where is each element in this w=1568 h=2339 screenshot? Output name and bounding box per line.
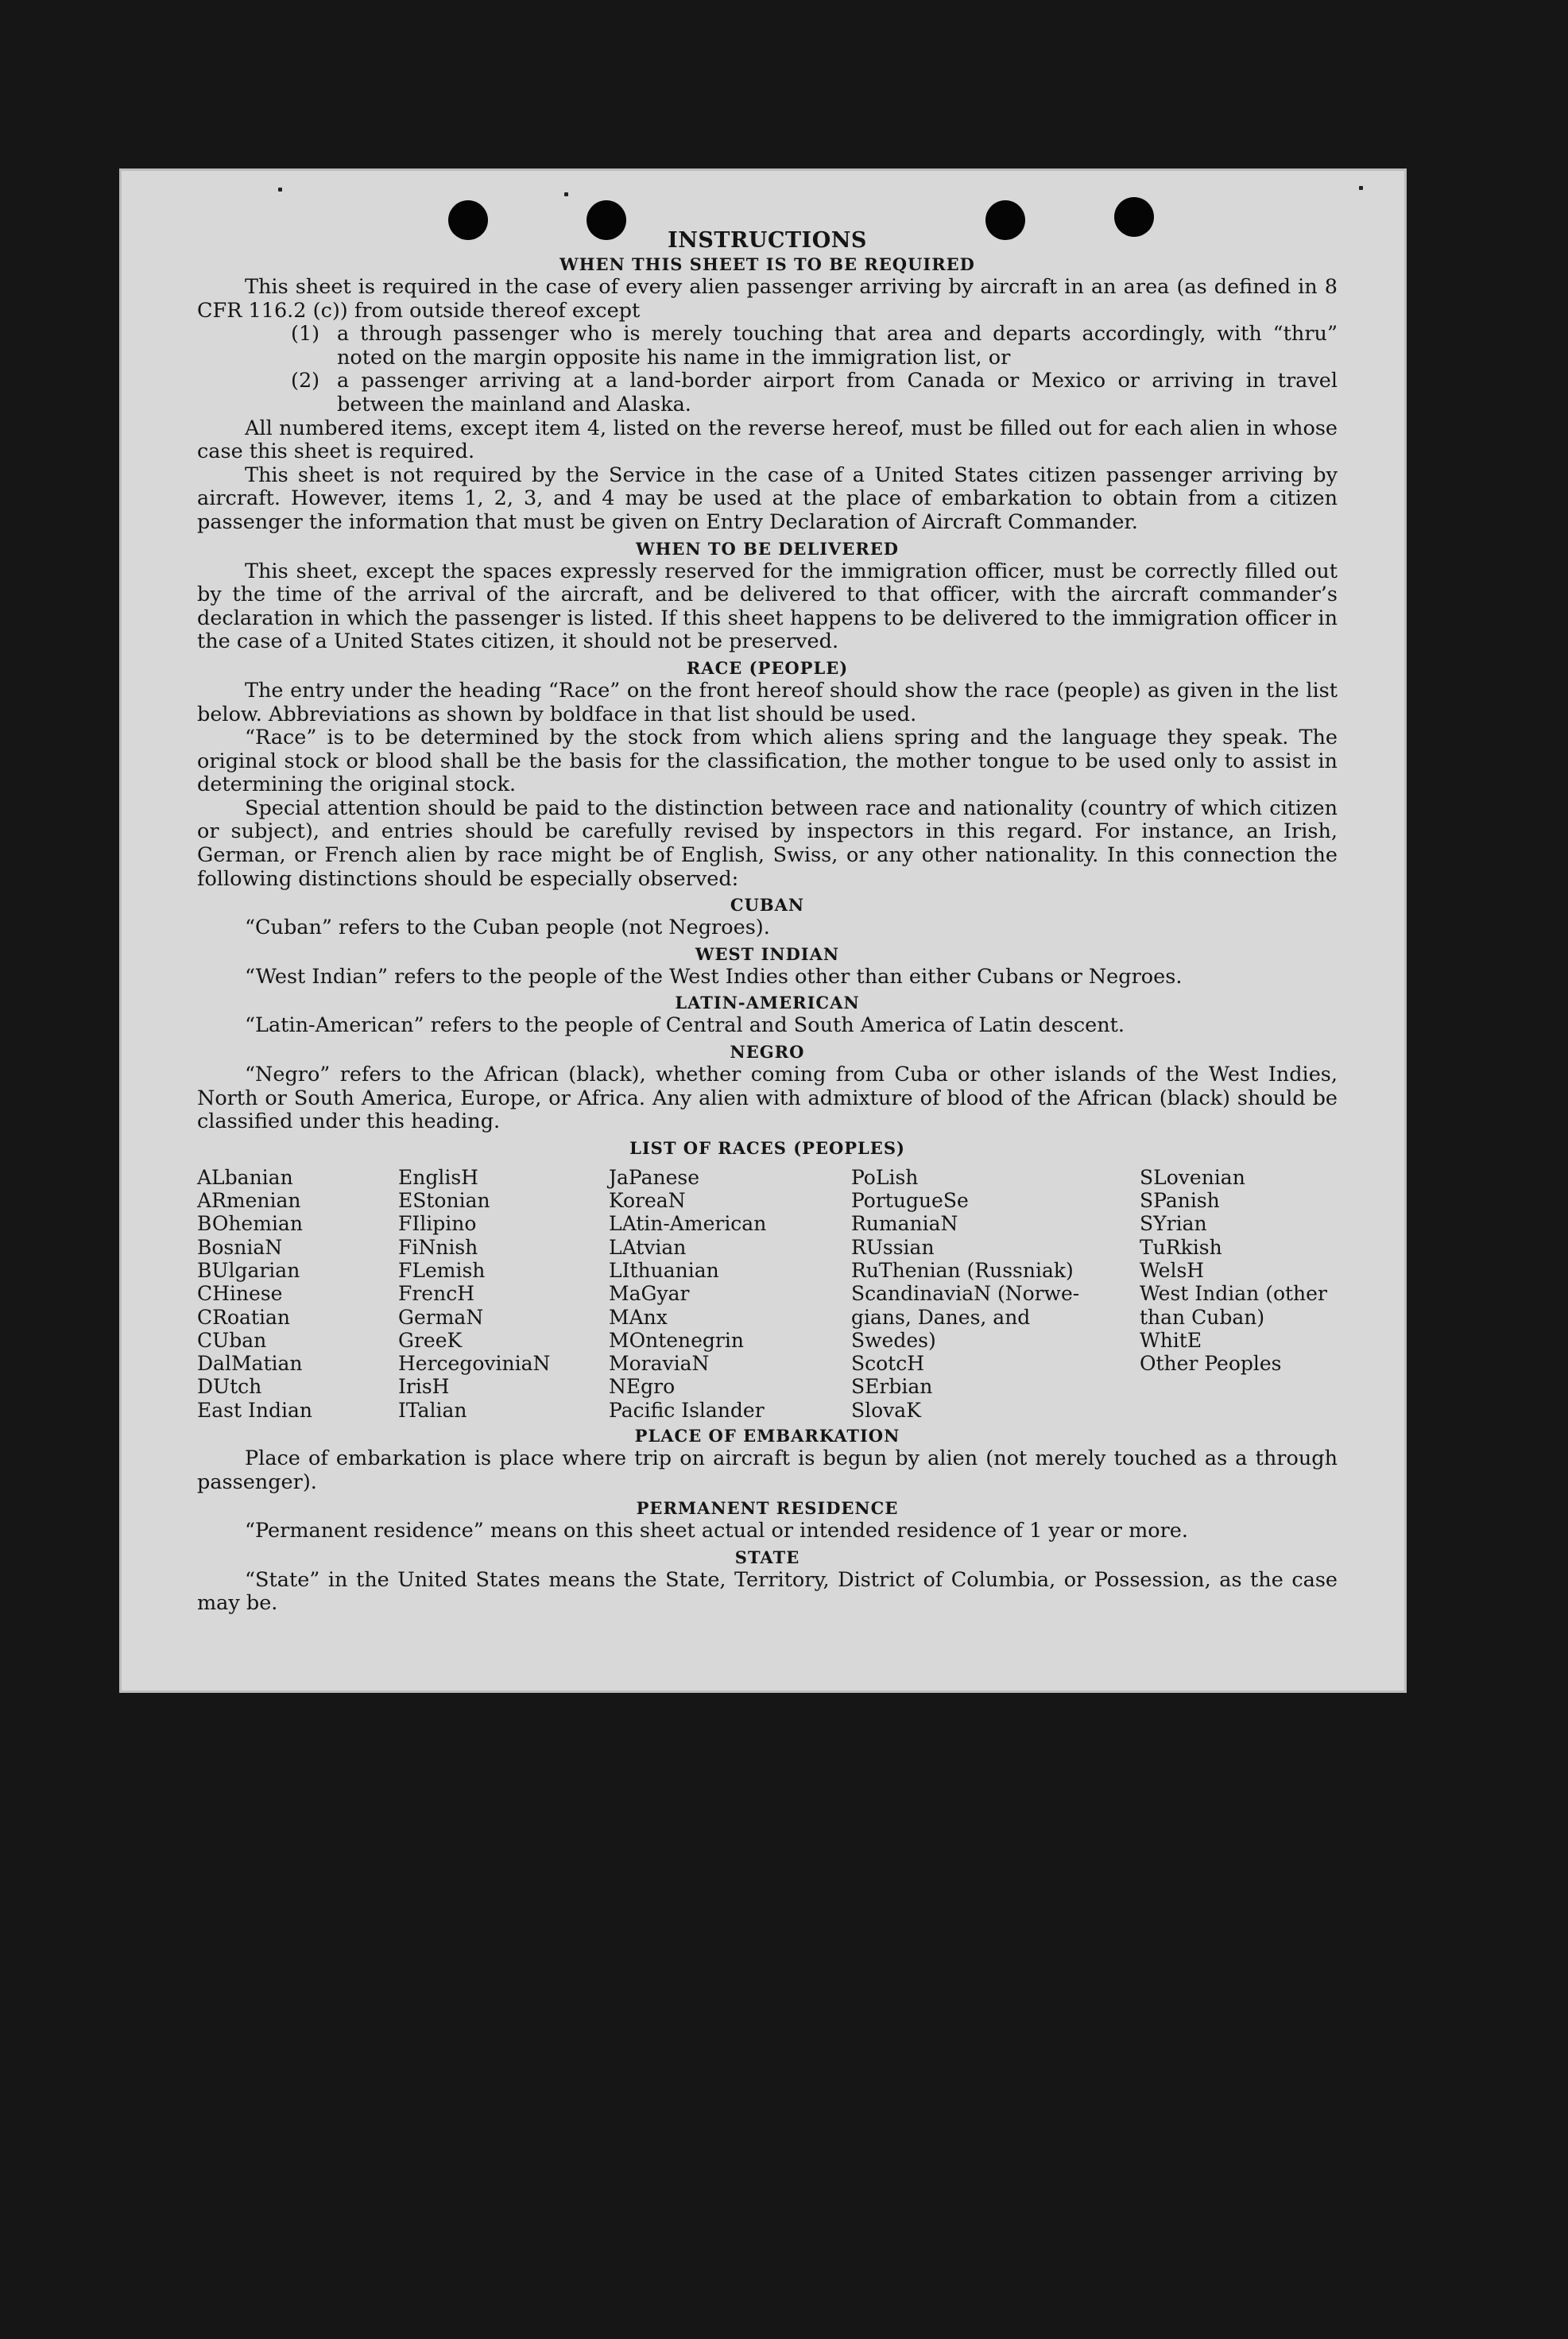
race-entry: ITalian [398, 1398, 467, 1422]
race-entry: RUssian [851, 1235, 935, 1259]
race-entry: PoLish [851, 1165, 919, 1189]
paragraph: “State” in the United States means the State, Territory, District of Columbia, or Possession, as the case may be. [197, 1567, 1338, 1616]
section-heading-when-delivered: WHEN TO BE DELIVERED [635, 538, 899, 559]
paragraph: All numbered items, except item 4, listed on the reverse hereof, must be filled out for each alien in whose case this sheet is required. [197, 416, 1338, 464]
section-heading-list-of-races: LIST OF RACES (PEOPLES) [629, 1137, 905, 1158]
section-heading-when-required: WHEN THIS SHEET IS TO BE REQUIRED [559, 254, 975, 274]
race-entry: East Indian [197, 1398, 312, 1422]
section-heading-negro: NEGRO [730, 1042, 805, 1063]
race-entry: ScandinaviaN (Norwe- gians, Danes, and Swedes) [851, 1282, 1080, 1352]
race-entry: CUban [197, 1328, 267, 1352]
race-entry: SlovaK [851, 1398, 921, 1422]
race-entry: FLemish [398, 1259, 486, 1282]
paragraph: “Latin-American” refers to the people of Central and South America of Latin descent. [245, 1013, 1125, 1038]
race-entry: SLovenian [1140, 1165, 1245, 1189]
race-entry: CHinese [197, 1282, 283, 1306]
race-entry: FIlipino [398, 1212, 477, 1236]
race-entry: Pacific Islander [609, 1398, 765, 1422]
race-entry: MAnx [609, 1305, 668, 1329]
race-entry: BUlgarian [197, 1259, 300, 1282]
speck [1359, 186, 1363, 190]
paragraph: “Race” is to be determined by the stock from which aliens spring and the language they speak. The original stock or blood shall be the basis for the classification, the mother tongue to be used only to assist in determining the original stock. [197, 726, 1338, 797]
race-entry: Other Peoples [1140, 1352, 1282, 1376]
race-entry: ScotcH [851, 1352, 925, 1376]
section-heading-place-of-embarkation: PLACE OF EMBARKATION [634, 1426, 900, 1446]
paragraph: “West Indian” refers to the people of the West Indies other than either Cubans or Negroes. [245, 964, 1183, 989]
speck [278, 188, 282, 192]
races-column-1 [197, 1166, 398, 1422]
race-entry: TuRkish [1140, 1235, 1222, 1259]
race-entry: IrisH [398, 1375, 450, 1399]
race-entry: FrencH [398, 1282, 474, 1306]
paragraph: This sheet is required in the case of every alien passenger arriving by aircraft in an area (as defined in 8 CFR 116.2 (c)) from outside thereof except [197, 275, 1338, 323]
paragraph: Place of embarkation is place where trip on aircraft is begun by alien (not merely touched as a through passenger). [197, 1446, 1338, 1494]
race-entry: MaGyar [609, 1282, 690, 1306]
item-text: a through passenger who is merely touching that area and departs accordingly, with “thru” noted on the margin opposite his name in the immigration list, or [337, 322, 1338, 370]
item-number: (1) [291, 322, 320, 347]
section-heading-latin-american: LATIN-AMERICAN [675, 993, 860, 1013]
races-column-5 [1140, 1166, 1338, 1422]
speck [564, 192, 568, 196]
race-entry: WhitE [1140, 1328, 1202, 1352]
race-entry: LIthuanian [609, 1259, 719, 1282]
paragraph: This sheet is not required by the Service in the case of a United States citizen passenger arriving by aircraft. However, items 1, 2, 3, and 4 may be used at the place of embarkation to obtain from a citizen passenger the information that must be given on Entry Declaration of Aircraft Commander. [197, 463, 1338, 534]
race-entry: MoraviaN [609, 1352, 710, 1376]
race-entry: BosniaN [197, 1235, 283, 1259]
section-heading-west-indian: WEST INDIAN [695, 943, 840, 964]
paragraph: Special attention should be paid to the distinction between race and nationality (country of which citizen or subject), and entries should be carefully revised by inspectors in this regard. For instance, an Irish, German, or French alien by race might be of English, Swiss, or any other nationality. In this connection the following distinctions should be especially observed: [197, 796, 1338, 891]
races-list [197, 1166, 1338, 1422]
section-heading-cuban: CUBAN [730, 895, 805, 916]
race-entry: ARmenian [197, 1189, 301, 1213]
instructions-content [197, 228, 1338, 1616]
race-entry: EStonian [398, 1189, 490, 1213]
race-entry: NEgro [609, 1375, 676, 1399]
exception-item-2 [197, 370, 1338, 416]
race-entry: EnglisH [398, 1165, 478, 1189]
section-heading-state: STATE [734, 1547, 800, 1567]
race-entry: HercegoviniaN [398, 1352, 551, 1376]
page-title: INSTRUCTIONS [668, 228, 867, 253]
document-sheet [119, 168, 1407, 1693]
item-number: (2) [291, 369, 320, 393]
race-entry: KoreaN [609, 1189, 686, 1213]
paragraph: This sheet, except the spaces expressly reserved for the immigration officer, must be correctly filled out by the time of the arrival of the aircraft, and be delivered to that officer, with the aircraft commander’s declaration in which the passenger is listed. If this sheet happens to be delivered to the immigration officer in the case of a United States citizen, it should not be preserved. [197, 559, 1338, 654]
race-entry: GreeK [398, 1328, 463, 1352]
race-entry: WelsH [1140, 1259, 1205, 1282]
race-entry: SPanish [1140, 1189, 1220, 1213]
race-entry: SYrian [1140, 1212, 1207, 1236]
paragraph: The entry under the heading “Race” on the front hereof should show the race (people) as given in the list below. Abbreviations as shown by boldface in that list should be used. [197, 678, 1338, 726]
race-entry: ALbanian [197, 1165, 293, 1189]
race-entry: LAtin-American [609, 1212, 767, 1236]
race-entry: RumaniaN [851, 1212, 958, 1236]
race-entry: DUtch [197, 1375, 262, 1399]
section-heading-permanent-residence: PERMANENT RESIDENCE [636, 1498, 899, 1519]
race-entry: RuThenian (Russniak) [851, 1259, 1074, 1282]
paragraph: “Cuban” refers to the Cuban people (not Negroes). [245, 916, 770, 940]
races-column-3 [609, 1166, 851, 1422]
race-entry: JaPanese [609, 1165, 700, 1189]
races-column-4 [851, 1166, 1140, 1422]
race-entry: MOntenegrin [609, 1328, 744, 1352]
race-entry: BOhemian [197, 1212, 303, 1236]
section-heading-race: RACE (PEOPLE) [686, 657, 849, 678]
race-entry: CRoatian [197, 1305, 290, 1329]
races-column-2 [398, 1166, 609, 1422]
paragraph: “Negro” refers to the African (black), whether coming from Cuba or other islands of the West Indies, North or South America, Europe, or Africa. Any alien with admixture of blood of the African (black) should be classified under this heading. [197, 1063, 1338, 1134]
race-entry: SErbian [851, 1375, 933, 1399]
race-entry: GermaN [398, 1305, 484, 1329]
race-entry: PortugueSe [851, 1189, 969, 1213]
item-text: a passenger arriving at a land-border airport from Canada or Mexico or arriving in travel between the mainland and Alaska. [337, 369, 1338, 416]
race-entry: DalMatian [197, 1352, 303, 1376]
race-entry: LAtvian [609, 1235, 687, 1259]
race-entry: West Indian (other than Cuban) [1140, 1282, 1327, 1329]
exception-item-1 [197, 323, 1338, 370]
race-entry: FiNnish [398, 1235, 478, 1259]
paragraph: “Permanent residence” means on this sheet actual or intended residence of 1 year or more. [245, 1519, 1188, 1543]
